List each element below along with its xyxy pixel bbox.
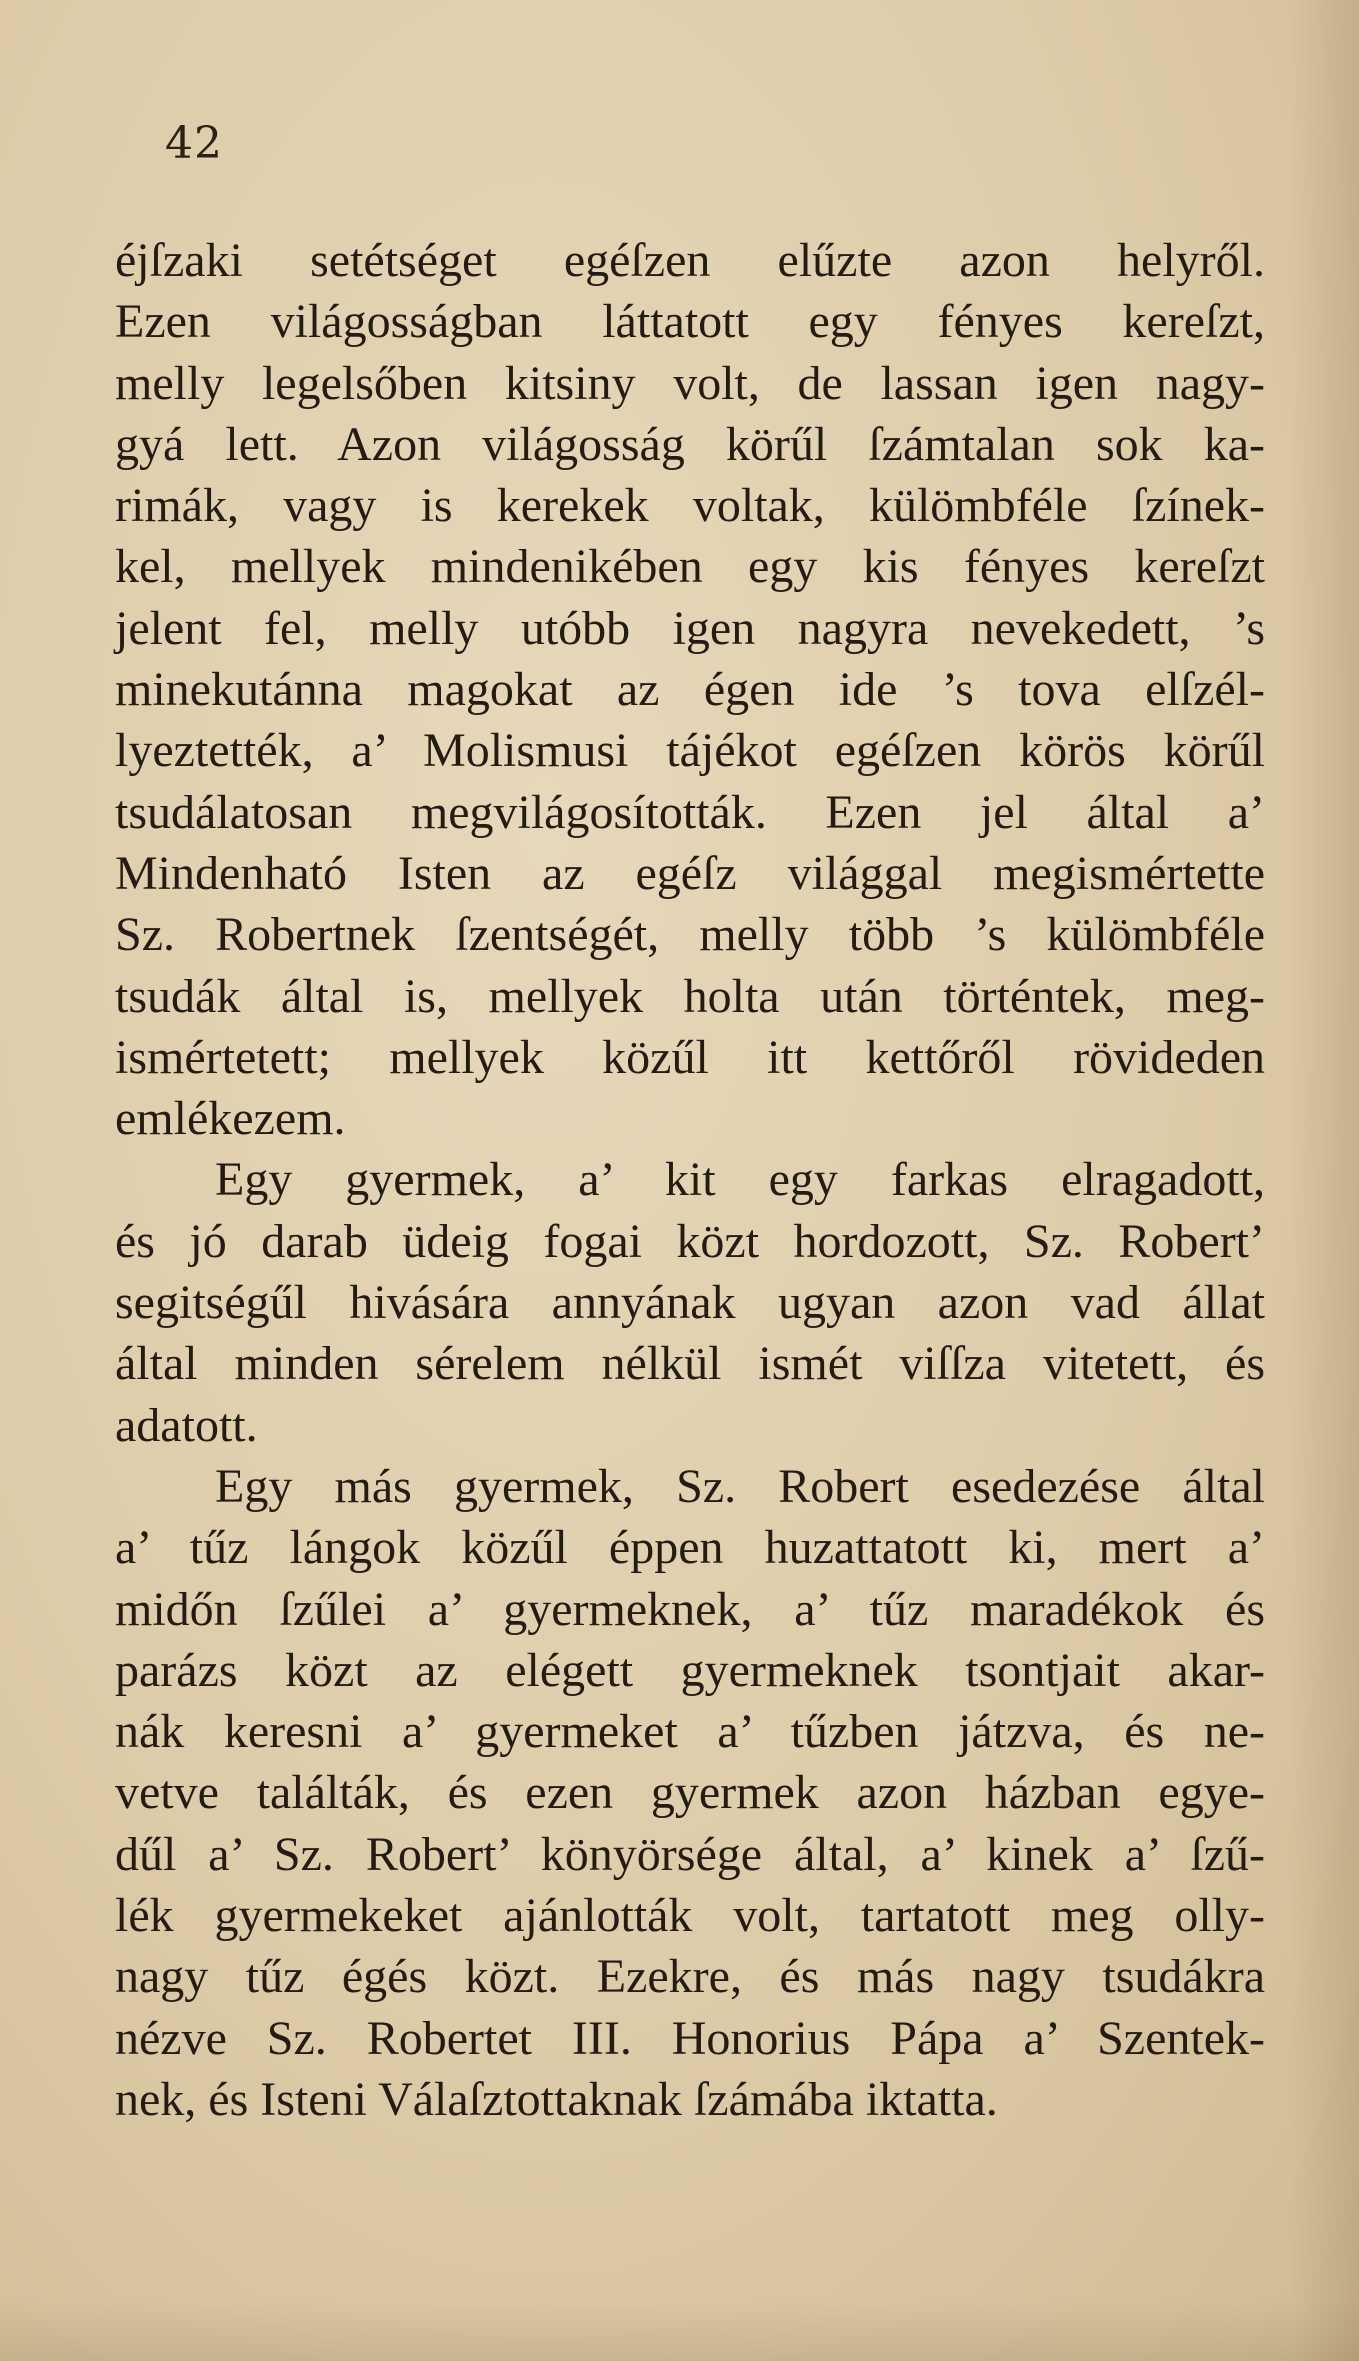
text-line: dűl a’ Sz. Robert’ könyörsége által, a’ kinek a’ ſzű-	[115, 1827, 1265, 1881]
text-line: rimák, vagy is kerekek voltak, külömbféle ſzínek-	[115, 479, 1265, 533]
text-line: nagy tűz égés közt. Ezekre, és más nagy tsudákra	[115, 1950, 1265, 2004]
text-line: jelent fel, melly utóbb igen nagyra nevekedett, ’s	[115, 601, 1265, 655]
text-line: ismértetett; mellyek közűl itt kettőről rövideden	[115, 1030, 1265, 1084]
text-line: tsudák által is, mellyek holta után történtek, meg-	[115, 969, 1265, 1023]
text-line: tsudálatosan megvilágosították. Ezen jel által a’	[115, 785, 1265, 839]
text-line: lyeztették, a’ Molismusi tájékot egéſzen körös körűl	[115, 724, 1265, 778]
body-text	[115, 230, 1265, 2130]
text-line: segitségűl hivására annyának ugyan azon vad állat	[115, 1276, 1265, 1330]
text-line: minekutánna magokat az égen ide ’s tova elſzél-	[115, 663, 1265, 717]
text-line: Sz. Robertnek ſzentségét, melly több ’s külömbféle	[115, 908, 1265, 962]
text-line: éjſzaki setétséget egéſzen elűzte azon helyről.	[115, 234, 1265, 287]
text-line: melly legelsőben kitsiny volt, de lassan igen nagy-	[115, 356, 1265, 410]
text-line: a’ tűz lángok közűl éppen huzattatott ki, mert a’	[115, 1521, 1265, 1575]
text-line: által minden sérelem nélkül ismét viſſza vitetett, és	[115, 1337, 1265, 1391]
text-line: Egy gyermek, a’ kit egy farkas elragadott,	[215, 1153, 1265, 1207]
text-line: nek, és Isteni Válaſztottaknak ſzámába iktatta.	[115, 2072, 998, 2126]
text-line: kel, mellyek mindenikében egy kis fényes kereſzt	[115, 540, 1265, 594]
text-line: gyá lett. Azon világosság körűl ſzámtalan sok ka-	[115, 417, 1265, 471]
text-line: adatott.	[115, 1398, 258, 1452]
text-line: nák keresni a’ gyermeket a’ tűzben játzva, és ne-	[115, 1705, 1265, 1759]
text-line: vetve találták, és ezen gyermek azon házban egye-	[115, 1766, 1265, 1820]
page-number: 42	[165, 118, 223, 169]
text-line: Mindenható Isten az egéſz világgal megismértette	[115, 846, 1265, 900]
text-line: nézve Sz. Robertet III. Honorius Pápa a’ Szentek-	[115, 2011, 1265, 2065]
text-line: parázs közt az elégett gyermeknek tsontjait akar-	[115, 1643, 1265, 1697]
text-line: és jó darab üdeig fogai közt hordozott, Sz. Robert’	[115, 1214, 1265, 1268]
text-line: lék gyermekeket ajánlották volt, tartatott meg olly-	[115, 1889, 1265, 1943]
text-line: emlékezem.	[115, 1092, 346, 1146]
text-line: Egy más gyermek, Sz. Robert esedezése által	[215, 1459, 1265, 1513]
text-line: midőn ſzűlei a’ gyermeknek, a’ tűz maradékok és	[115, 1582, 1265, 1636]
text-line: Ezen világosságban láttatott egy fényes kereſzt,	[115, 295, 1265, 349]
